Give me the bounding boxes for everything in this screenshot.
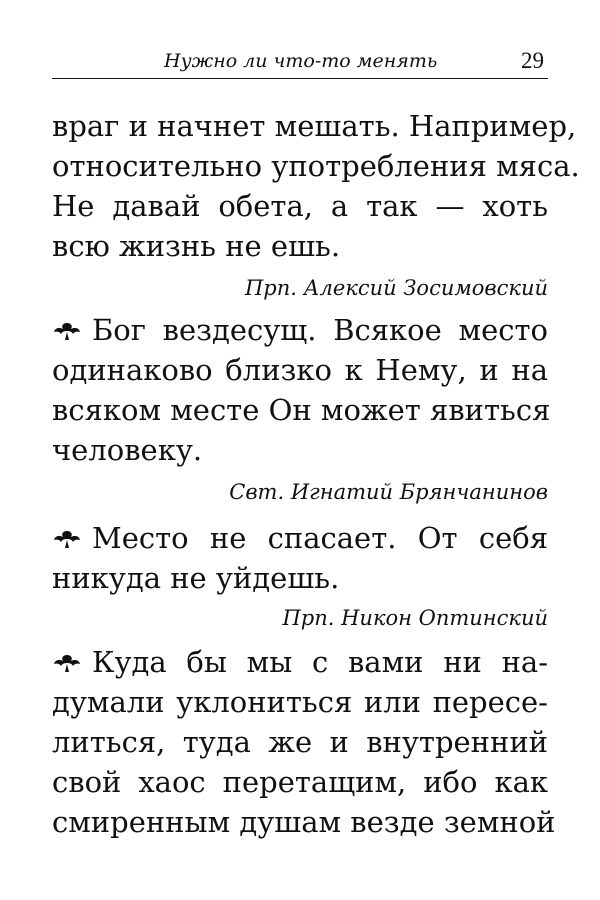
attribution: Свт. Игнатий Брянчанинов [229,480,548,504]
text-line [52,520,548,556]
text-line-content: Куда бы мы с вами ни на- [92,645,548,679]
attribution: Прп. Никон Оптинский [282,606,548,630]
text-line: Не давай обета, а так — хоть [52,189,548,223]
fleuron-icon [52,652,92,674]
running-head [52,44,548,79]
text-line: относительно употребления мяса. [52,149,580,183]
text-line: думали уклониться или пересе- [52,685,548,719]
attribution: Прп. Алексий Зосимовский [244,276,548,300]
fleuron-icon [52,320,92,342]
text-line: человеку. [52,433,203,467]
text-line: свой хаос перетащим, ибо как [52,765,548,799]
running-title: Нужно ли что-то менять [164,50,438,72]
text-line [52,644,548,680]
text-line: враг и начнет мешать. Например, [52,109,577,143]
text-line: смиренным душам везде земной [52,805,556,839]
text-line-content: Бог вездесущ. Всякое место [92,313,548,347]
text-line: всю жизнь не ешь. [52,229,341,263]
text-line: одинаково близко к Нему, и на [52,353,548,387]
text-line [52,312,548,348]
page-number: 29 [521,48,544,73]
text-line: всяком месте Он может явиться [52,393,551,427]
text-line: литься, туда же и внутренний [52,725,548,759]
fleuron-icon [52,528,92,550]
text-line: никуда не уйдешь. [52,561,340,595]
text-line-content: Место не спасает. От себя [92,521,548,555]
